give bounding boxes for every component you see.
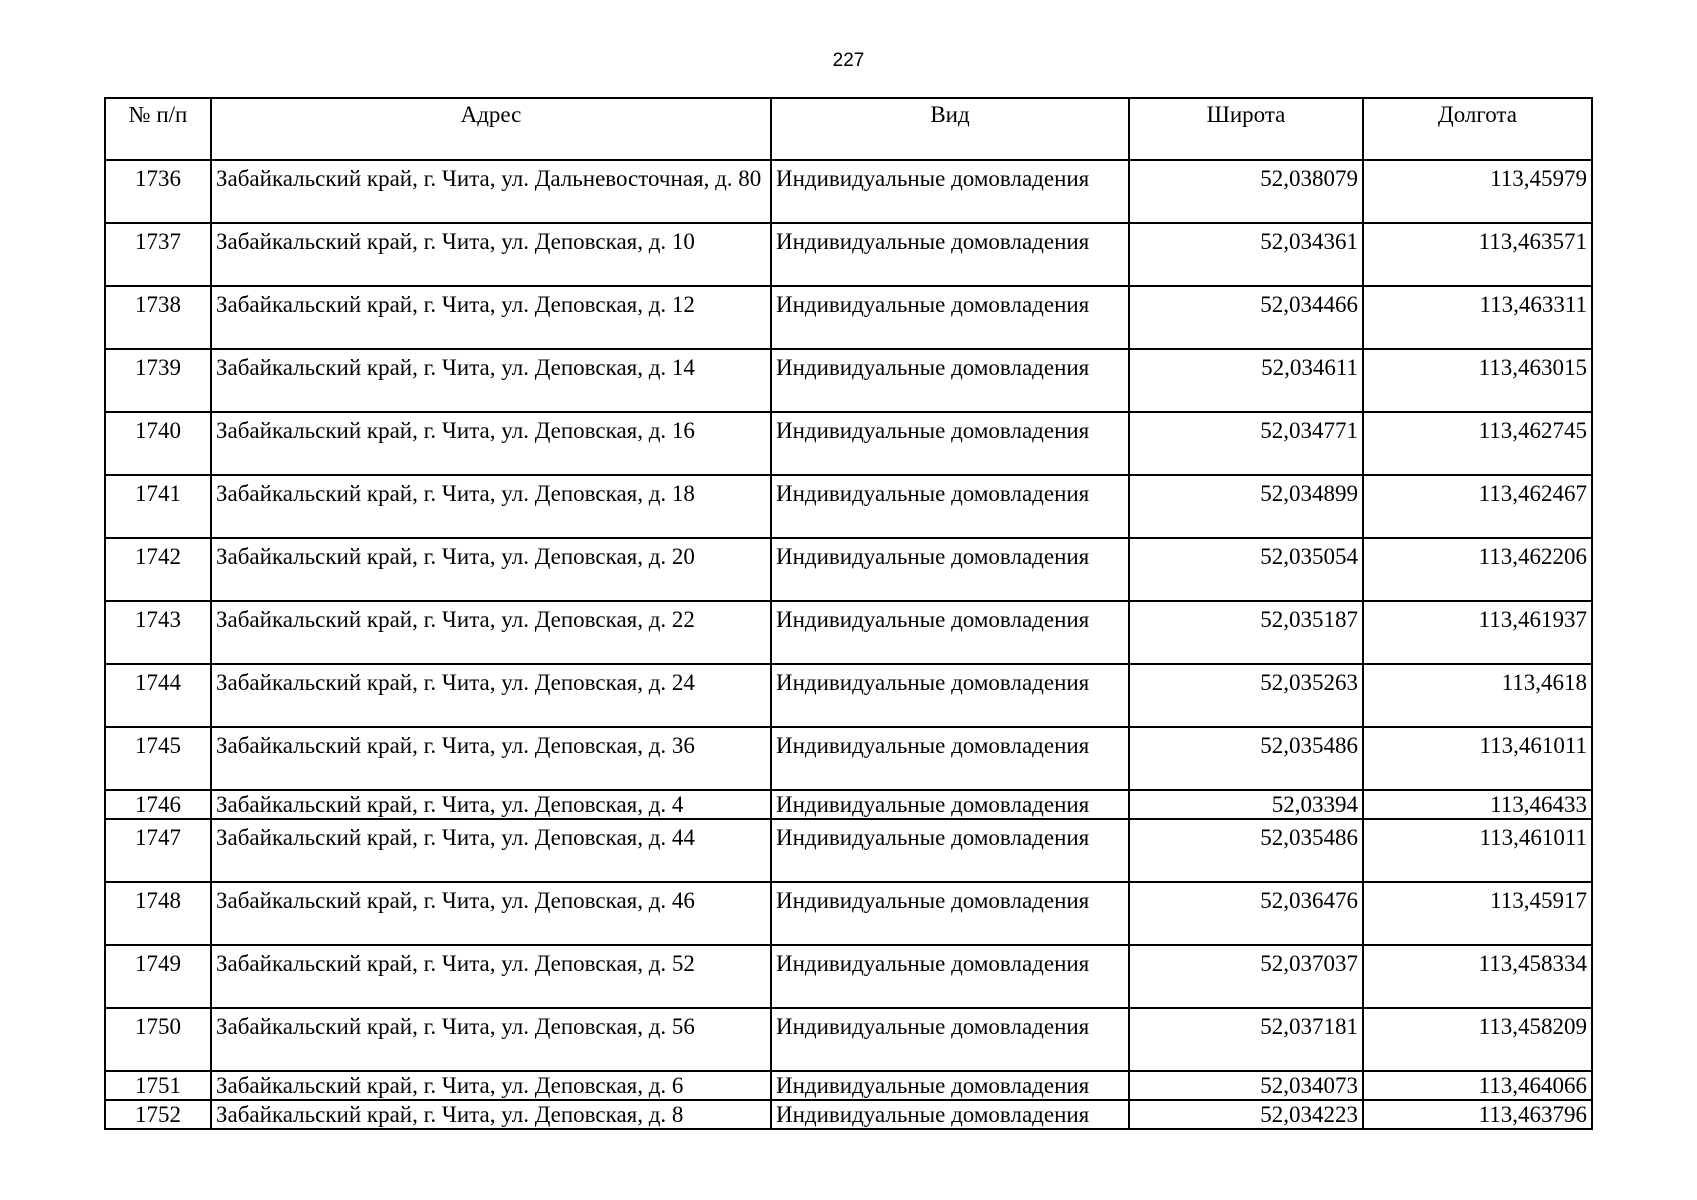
table-row — [105, 1100, 1592, 1129]
cell-lon: 113,462745 — [1363, 412, 1592, 475]
cell-kind: Индивидуальные домовладения — [771, 664, 1129, 727]
cell-address: Забайкальский край, г. Чита, ул. Деповская, д. 22 — [211, 601, 771, 664]
cell-kind: Индивидуальные домовладения — [771, 475, 1129, 538]
cell-num: 1748 — [105, 882, 211, 945]
cell-lat: 52,034073 — [1129, 1071, 1363, 1100]
cell-lon: 113,45917 — [1363, 882, 1592, 945]
table-row — [105, 727, 1592, 790]
cell-lon: 113,461937 — [1363, 601, 1592, 664]
cell-address: Забайкальский край, г. Чита, ул. Деповская, д. 6 — [211, 1071, 771, 1100]
cell-lon: 113,461011 — [1363, 727, 1592, 790]
cell-lon: 113,46433 — [1363, 790, 1592, 819]
cell-kind: Индивидуальные домовладения — [771, 223, 1129, 286]
header-kind: Вид — [771, 98, 1129, 160]
cell-lat: 52,035486 — [1129, 819, 1363, 882]
table-row — [105, 664, 1592, 727]
cell-lat: 52,035054 — [1129, 538, 1363, 601]
cell-kind: Индивидуальные домовладения — [771, 819, 1129, 882]
cell-num: 1751 — [105, 1071, 211, 1100]
cell-num: 1747 — [105, 819, 211, 882]
table-row — [105, 223, 1592, 286]
cell-lat: 52,038079 — [1129, 160, 1363, 223]
cell-address: Забайкальский край, г. Чита, ул. Деповская, д. 36 — [211, 727, 771, 790]
header-row — [105, 98, 1592, 160]
cell-kind: Индивидуальные домовладения — [771, 1100, 1129, 1129]
table-row — [105, 538, 1592, 601]
page-number: 227 — [832, 50, 865, 71]
cell-num: 1745 — [105, 727, 211, 790]
cell-address: Забайкальский край, г. Чита, ул. Деповская, д. 16 — [211, 412, 771, 475]
table-row — [105, 1071, 1592, 1100]
cell-address: Забайкальский край, г. Чита, ул. Деповская, д. 4 — [211, 790, 771, 819]
table-body — [105, 160, 1592, 1129]
cell-lat: 52,034899 — [1129, 475, 1363, 538]
cell-lon: 113,458334 — [1363, 945, 1592, 1008]
cell-num: 1746 — [105, 790, 211, 819]
cell-lat: 52,037037 — [1129, 945, 1363, 1008]
cell-address: Забайкальский край, г. Чита, ул. Деповская, д. 44 — [211, 819, 771, 882]
table-row — [105, 286, 1592, 349]
cell-lon: 113,4618 — [1363, 664, 1592, 727]
cell-kind: Индивидуальные домовладения — [771, 349, 1129, 412]
cell-kind: Индивидуальные домовладения — [771, 727, 1129, 790]
cell-lon: 113,461011 — [1363, 819, 1592, 882]
cell-lat: 52,035486 — [1129, 727, 1363, 790]
cell-num: 1742 — [105, 538, 211, 601]
cell-num: 1739 — [105, 349, 211, 412]
cell-lat: 52,034223 — [1129, 1100, 1363, 1129]
cell-kind: Индивидуальные домовладения — [771, 945, 1129, 1008]
cell-lon: 113,463571 — [1363, 223, 1592, 286]
cell-kind: Индивидуальные домовладения — [771, 160, 1129, 223]
cell-kind: Индивидуальные домовладения — [771, 286, 1129, 349]
cell-num: 1740 — [105, 412, 211, 475]
cell-lat: 52,035187 — [1129, 601, 1363, 664]
cell-lat: 52,035263 — [1129, 664, 1363, 727]
header-lat: Широта — [1129, 98, 1363, 160]
cell-num: 1741 — [105, 475, 211, 538]
cell-kind: Индивидуальные домовладения — [771, 538, 1129, 601]
table-row — [105, 882, 1592, 945]
cell-address: Забайкальский край, г. Чита, ул. Деповская, д. 20 — [211, 538, 771, 601]
cell-lon: 113,45979 — [1363, 160, 1592, 223]
cell-lon: 113,462467 — [1363, 475, 1592, 538]
cell-kind: Индивидуальные домовладения — [771, 1071, 1129, 1100]
cell-lat: 52,034611 — [1129, 349, 1363, 412]
cell-address: Забайкальский край, г. Чита, ул. Деповская, д. 24 — [211, 664, 771, 727]
cell-lat: 52,037181 — [1129, 1008, 1363, 1071]
cell-lon: 113,463015 — [1363, 349, 1592, 412]
header-num: № п/п — [105, 98, 211, 160]
cell-lon: 113,458209 — [1363, 1008, 1592, 1071]
cell-lon: 113,462206 — [1363, 538, 1592, 601]
cell-lat: 52,036476 — [1129, 882, 1363, 945]
cell-address: Забайкальский край, г. Чита, ул. Дальневосточная, д. 80 — [211, 160, 771, 223]
cell-lon: 113,463796 — [1363, 1100, 1592, 1129]
cell-kind: Индивидуальные домовладения — [771, 1008, 1129, 1071]
cell-num: 1749 — [105, 945, 211, 1008]
cell-kind: Индивидуальные домовладения — [771, 790, 1129, 819]
cell-num: 1752 — [105, 1100, 211, 1129]
cell-address: Забайкальский край, г. Чита, ул. Деповская, д. 8 — [211, 1100, 771, 1129]
cell-num: 1750 — [105, 1008, 211, 1071]
header-lon: Долгота — [1363, 98, 1592, 160]
cell-num: 1738 — [105, 286, 211, 349]
cell-address: Забайкальский край, г. Чита, ул. Деповская, д. 46 — [211, 882, 771, 945]
cell-num: 1743 — [105, 601, 211, 664]
header-address: Адрес — [211, 98, 771, 160]
table-row — [105, 412, 1592, 475]
cell-lat: 52,034771 — [1129, 412, 1363, 475]
cell-num: 1744 — [105, 664, 211, 727]
cell-address: Забайкальский край, г. Чита, ул. Деповская, д. 12 — [211, 286, 771, 349]
table-row — [105, 945, 1592, 1008]
cell-address: Забайкальский край, г. Чита, ул. Деповская, д. 18 — [211, 475, 771, 538]
cell-address: Забайкальский край, г. Чита, ул. Деповская, д. 52 — [211, 945, 771, 1008]
cell-num: 1737 — [105, 223, 211, 286]
cell-num: 1736 — [105, 160, 211, 223]
cell-lon: 113,463311 — [1363, 286, 1592, 349]
table-row — [105, 349, 1592, 412]
cell-address: Забайкальский край, г. Чита, ул. Деповская, д. 14 — [211, 349, 771, 412]
cell-lon: 113,464066 — [1363, 1071, 1592, 1100]
cell-address: Забайкальский край, г. Чита, ул. Деповская, д. 10 — [211, 223, 771, 286]
table-row — [105, 601, 1592, 664]
table-row — [105, 819, 1592, 882]
address-table — [104, 97, 1593, 1130]
cell-address: Забайкальский край, г. Чита, ул. Деповская, д. 56 — [211, 1008, 771, 1071]
cell-kind: Индивидуальные домовладения — [771, 412, 1129, 475]
cell-lat: 52,034466 — [1129, 286, 1363, 349]
cell-kind: Индивидуальные домовладения — [771, 601, 1129, 664]
table-row — [105, 160, 1592, 223]
cell-kind: Индивидуальные домовладения — [771, 882, 1129, 945]
table-row — [105, 1008, 1592, 1071]
table-row — [105, 790, 1592, 819]
cell-lat: 52,03394 — [1129, 790, 1363, 819]
table-header — [105, 98, 1592, 160]
table-row — [105, 475, 1592, 538]
cell-lat: 52,034361 — [1129, 223, 1363, 286]
